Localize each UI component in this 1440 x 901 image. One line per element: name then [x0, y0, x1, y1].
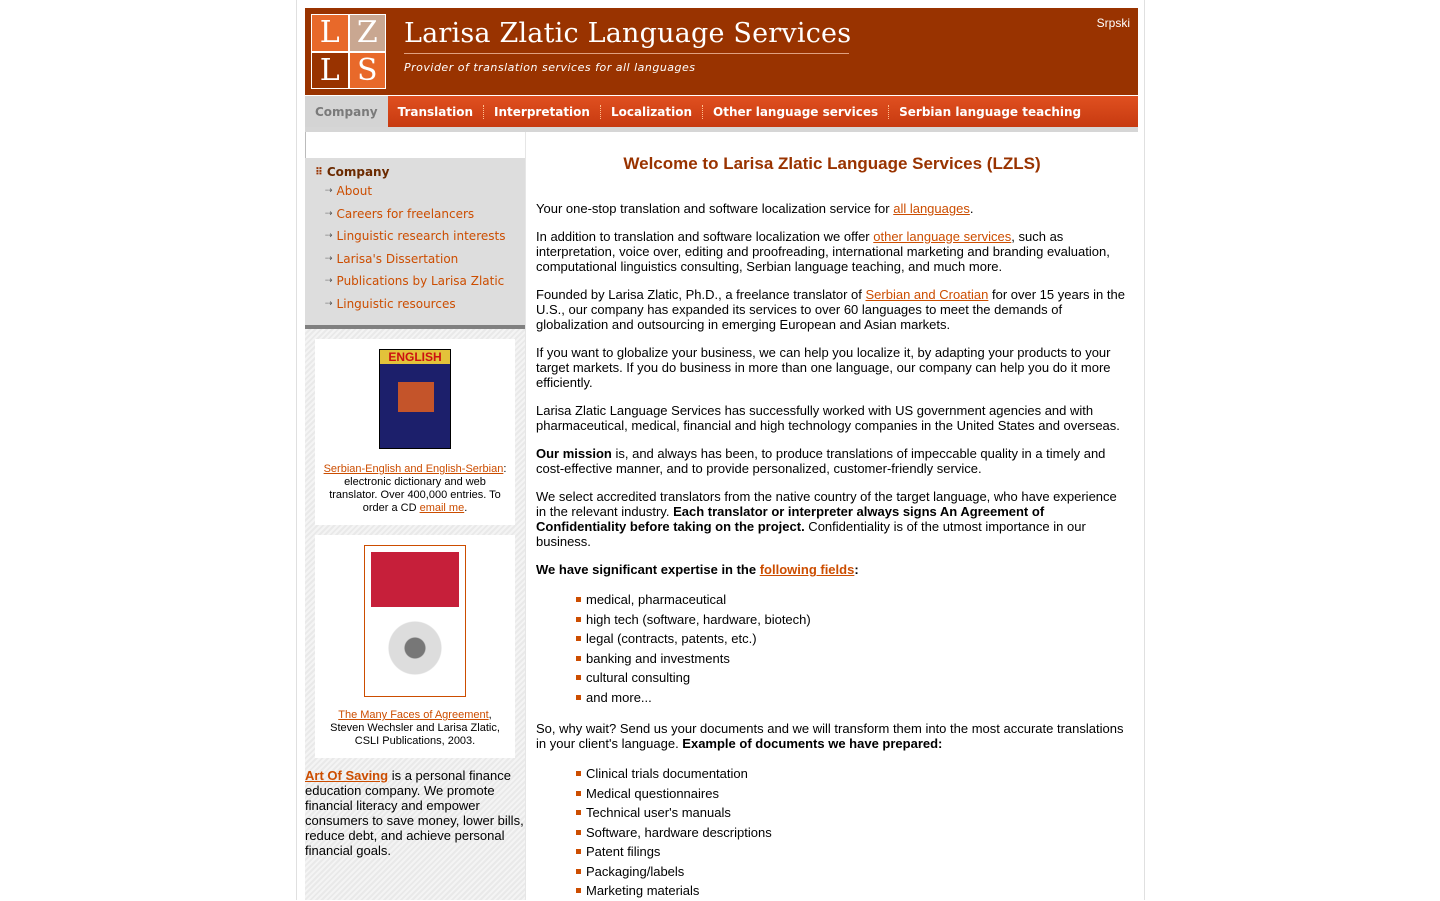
sidebar-top: [305, 132, 525, 158]
all-languages-link[interactable]: all languages: [893, 201, 970, 216]
sidebar-item-careers[interactable]: [305, 203, 525, 226]
sidebar-heading: [305, 164, 525, 180]
documents-label: Example of documents we have prepared:: [682, 736, 943, 751]
logo-letter: L: [312, 53, 348, 89]
list-item-label: legal (contracts, patents, etc.): [586, 631, 757, 646]
nav-company[interactable]: Company: [305, 96, 388, 127]
logo-letter: L: [312, 15, 348, 51]
bullet-icon: [576, 695, 581, 700]
list-item-label: cultural consulting: [586, 670, 691, 685]
site-tagline: Provider of translation services for all languages: [404, 61, 696, 74]
bullet-icon: [576, 791, 581, 796]
nav-localization[interactable]: Localization: [610, 104, 692, 119]
list-item: [576, 610, 1128, 630]
bullet-icon: ⠿: [315, 166, 323, 178]
arrow-icon: ⇢: [325, 298, 333, 309]
sidebar-item-publications[interactable]: [305, 270, 525, 293]
list-item-label: high tech (software, hardware, biotech): [586, 611, 811, 627]
bullet-icon: [576, 675, 581, 680]
bullet-icon: [576, 830, 581, 835]
expertise-label: We have significant expertise in the: [536, 562, 760, 577]
text: is, and always has been, to produce translations of impeccable quality in a timely and cost-effective manner, and to provide personalized, customer-friendly service.: [536, 446, 1106, 476]
text: :: [854, 562, 859, 577]
bullet-icon: [576, 888, 581, 893]
title-divider: [404, 53, 849, 54]
list-item: [576, 688, 1128, 708]
list-item-label: Medical questionnaires: [586, 785, 719, 801]
dictionary-cover-image[interactable]: [379, 349, 451, 449]
fields-list: [576, 590, 1128, 707]
text: , such as interpretation, voice over, editing and proofreading, international marketing and branding evaluation, computational linguistics consulting, Serbian language teaching, and much more.: [536, 229, 1110, 274]
book-link[interactable]: The Many Faces of Agreement: [338, 709, 489, 721]
art-of-saving-link[interactable]: Art Of Saving: [305, 768, 389, 783]
bullet-icon: [576, 636, 581, 641]
text: We select accredited translators from the native country of the target language, who have experience in the relevant industry.: [536, 489, 1117, 519]
main-nav: [305, 96, 1138, 127]
list-item-label: Packaging/labels: [586, 863, 685, 879]
documents-list: [576, 764, 1128, 901]
main-content: [525, 132, 1138, 900]
bullet-icon: [576, 810, 581, 815]
following-fields-link[interactable]: following fields: [759, 562, 855, 577]
arrow-icon: ⇢: [325, 231, 333, 242]
intro-paragraph: [536, 201, 1128, 216]
bullet-icon: [576, 771, 581, 776]
bullet-icon: [576, 617, 581, 622]
art-of-saving-description: is a personal finance education company. We promote financial literacy and empower consumers to save money, lower bills, reduce debt, and achieve personal financial goals.: [305, 768, 524, 858]
list-item-label: Patent filings: [586, 844, 661, 859]
dictionary-link[interactable]: Serbian-English and English-Serbian: [323, 463, 504, 475]
text: So, why wait? Send us your documents and we will transform them into the most accurate translations in your client's language.: [536, 721, 1124, 751]
list-item: [576, 881, 1128, 901]
nav-serbian-teaching[interactable]: Serbian language teaching: [899, 104, 1082, 119]
book-cover-art: [371, 613, 459, 683]
sidebar-item-resources[interactable]: [305, 293, 525, 316]
list-item: [576, 764, 1128, 784]
dictionary-promo: [315, 339, 515, 525]
sidebar-item-label: Publications by Larisa Zlatic: [336, 274, 505, 289]
page-title: Welcome to Larisa Zlatic Language Services (LZLS): [623, 154, 1041, 173]
sidebar: [305, 132, 525, 900]
other-services-link[interactable]: other language services: [873, 229, 1012, 244]
nav-other-language-services[interactable]: Other language services: [713, 104, 879, 119]
mission-paragraph: [536, 446, 1128, 476]
list-item: [576, 649, 1128, 669]
sidebar-item-label: Linguistic resources: [336, 296, 456, 311]
list-item: [576, 784, 1128, 804]
bullet-icon: [576, 849, 581, 854]
sidebar-menu: [305, 158, 525, 329]
list-item-label: and more...: [586, 689, 652, 705]
list-item: [576, 823, 1128, 843]
text: for over 15 years in the U.S., our company has expanded its services to over 60 languages to meet the demands of globalization and outsourcing in emerging European and Asian markets.: [536, 287, 1125, 332]
arrow-icon: ⇢: [325, 276, 333, 287]
list-item-label: Clinical trials documentation: [586, 766, 748, 781]
list-item: [576, 668, 1128, 688]
book-cover-image[interactable]: [364, 545, 466, 697]
dictionary-cover-art: [398, 382, 434, 412]
text: Confidentiality is of the utmost importance in our business.: [536, 519, 1086, 549]
list-item-label: Marketing materials: [586, 883, 700, 898]
language-switch-link[interactable]: Srpski: [1096, 16, 1130, 30]
dictionary-end: .: [464, 502, 468, 514]
text: In addition to translation and software localization we offer: [536, 229, 874, 244]
art-of-saving-promo: [305, 768, 525, 858]
bullet-icon: [576, 656, 581, 661]
text: Founded by Larisa Zlatic, Ph.D., a freelance translator of: [536, 287, 866, 302]
book-promo: [315, 535, 515, 758]
list-item: [576, 803, 1128, 823]
dictionary-description: : electronic dictionary and web translator. Over 400,000 entries. To order a CD: [329, 463, 507, 514]
list-item-label: banking and investments: [586, 650, 730, 666]
site-logo[interactable]: [311, 14, 386, 89]
nav-translation[interactable]: Translation: [397, 104, 474, 119]
logo-letter: S: [350, 53, 386, 89]
bullet-icon: [576, 869, 581, 874]
sidebar-item-label: Larisa's Dissertation: [336, 251, 459, 266]
expertise-paragraph: [536, 562, 1128, 577]
globalize-paragraph: If you want to globalize your business, we can help you localize it, by adapting your products to your target markets. If you do business in more than one language, our company can help you do it more efficiently.: [536, 345, 1111, 390]
mission-label: Our mission: [536, 446, 612, 461]
site-title: Larisa Zlatic Language Services: [404, 18, 852, 49]
list-item: [576, 862, 1128, 882]
bullet-icon: [576, 597, 581, 602]
book-description: , Steven Wechsler and Larisa Zlatic, CSLI Publications, 2003.: [330, 709, 500, 747]
call-to-action-paragraph: [536, 721, 1128, 751]
serbian-croatian-link[interactable]: Serbian and Croatian: [865, 287, 989, 302]
list-item: [576, 590, 1128, 610]
page-wrapper: [296, 0, 1145, 900]
text: .: [969, 201, 974, 216]
clients-paragraph: Larisa Zlatic Language Services has successfully worked with US government agencies and with pharmaceutical, medical, financial and high technology companies in the United States and overseas.: [536, 403, 1120, 433]
sidebar-heading-label: Company: [326, 165, 390, 179]
dictionary-cover-title: ENGLISH: [380, 350, 450, 364]
translators-paragraph: [536, 489, 1128, 549]
sidebar-item-dissertation[interactable]: [305, 248, 525, 271]
list-item-label: medical, pharmaceutical: [586, 592, 727, 607]
logo-letter: Z: [350, 15, 386, 51]
arrow-icon: ⇢: [325, 253, 333, 264]
sidebar-item-label: About: [336, 184, 373, 199]
confidentiality-text: Each translator or interpreter always signs An Agreement of Confidentiality before taking on the project.: [536, 504, 1045, 534]
sidebar-item-label: Linguistic research interests: [336, 229, 506, 244]
nav-interpretation[interactable]: Interpretation: [494, 104, 590, 119]
header: [305, 8, 1138, 95]
email-link[interactable]: email me: [419, 502, 465, 514]
list-item-label: Technical user's manuals: [586, 805, 731, 820]
sidebar-item-label: Careers for freelancers: [336, 206, 475, 221]
list-item: [576, 842, 1128, 862]
founder-paragraph: [536, 287, 1128, 332]
sidebar-item-research[interactable]: [305, 225, 525, 248]
sidebar-item-about[interactable]: [305, 180, 525, 203]
services-paragraph: [536, 229, 1128, 274]
arrow-icon: ⇢: [325, 208, 333, 219]
book-cover-title-block: [371, 552, 459, 607]
list-item: [576, 629, 1128, 649]
arrow-icon: ⇢: [325, 186, 333, 197]
list-item-label: Software, hardware descriptions: [586, 824, 772, 840]
text: Your one-stop translation and software localization service for: [536, 201, 894, 216]
